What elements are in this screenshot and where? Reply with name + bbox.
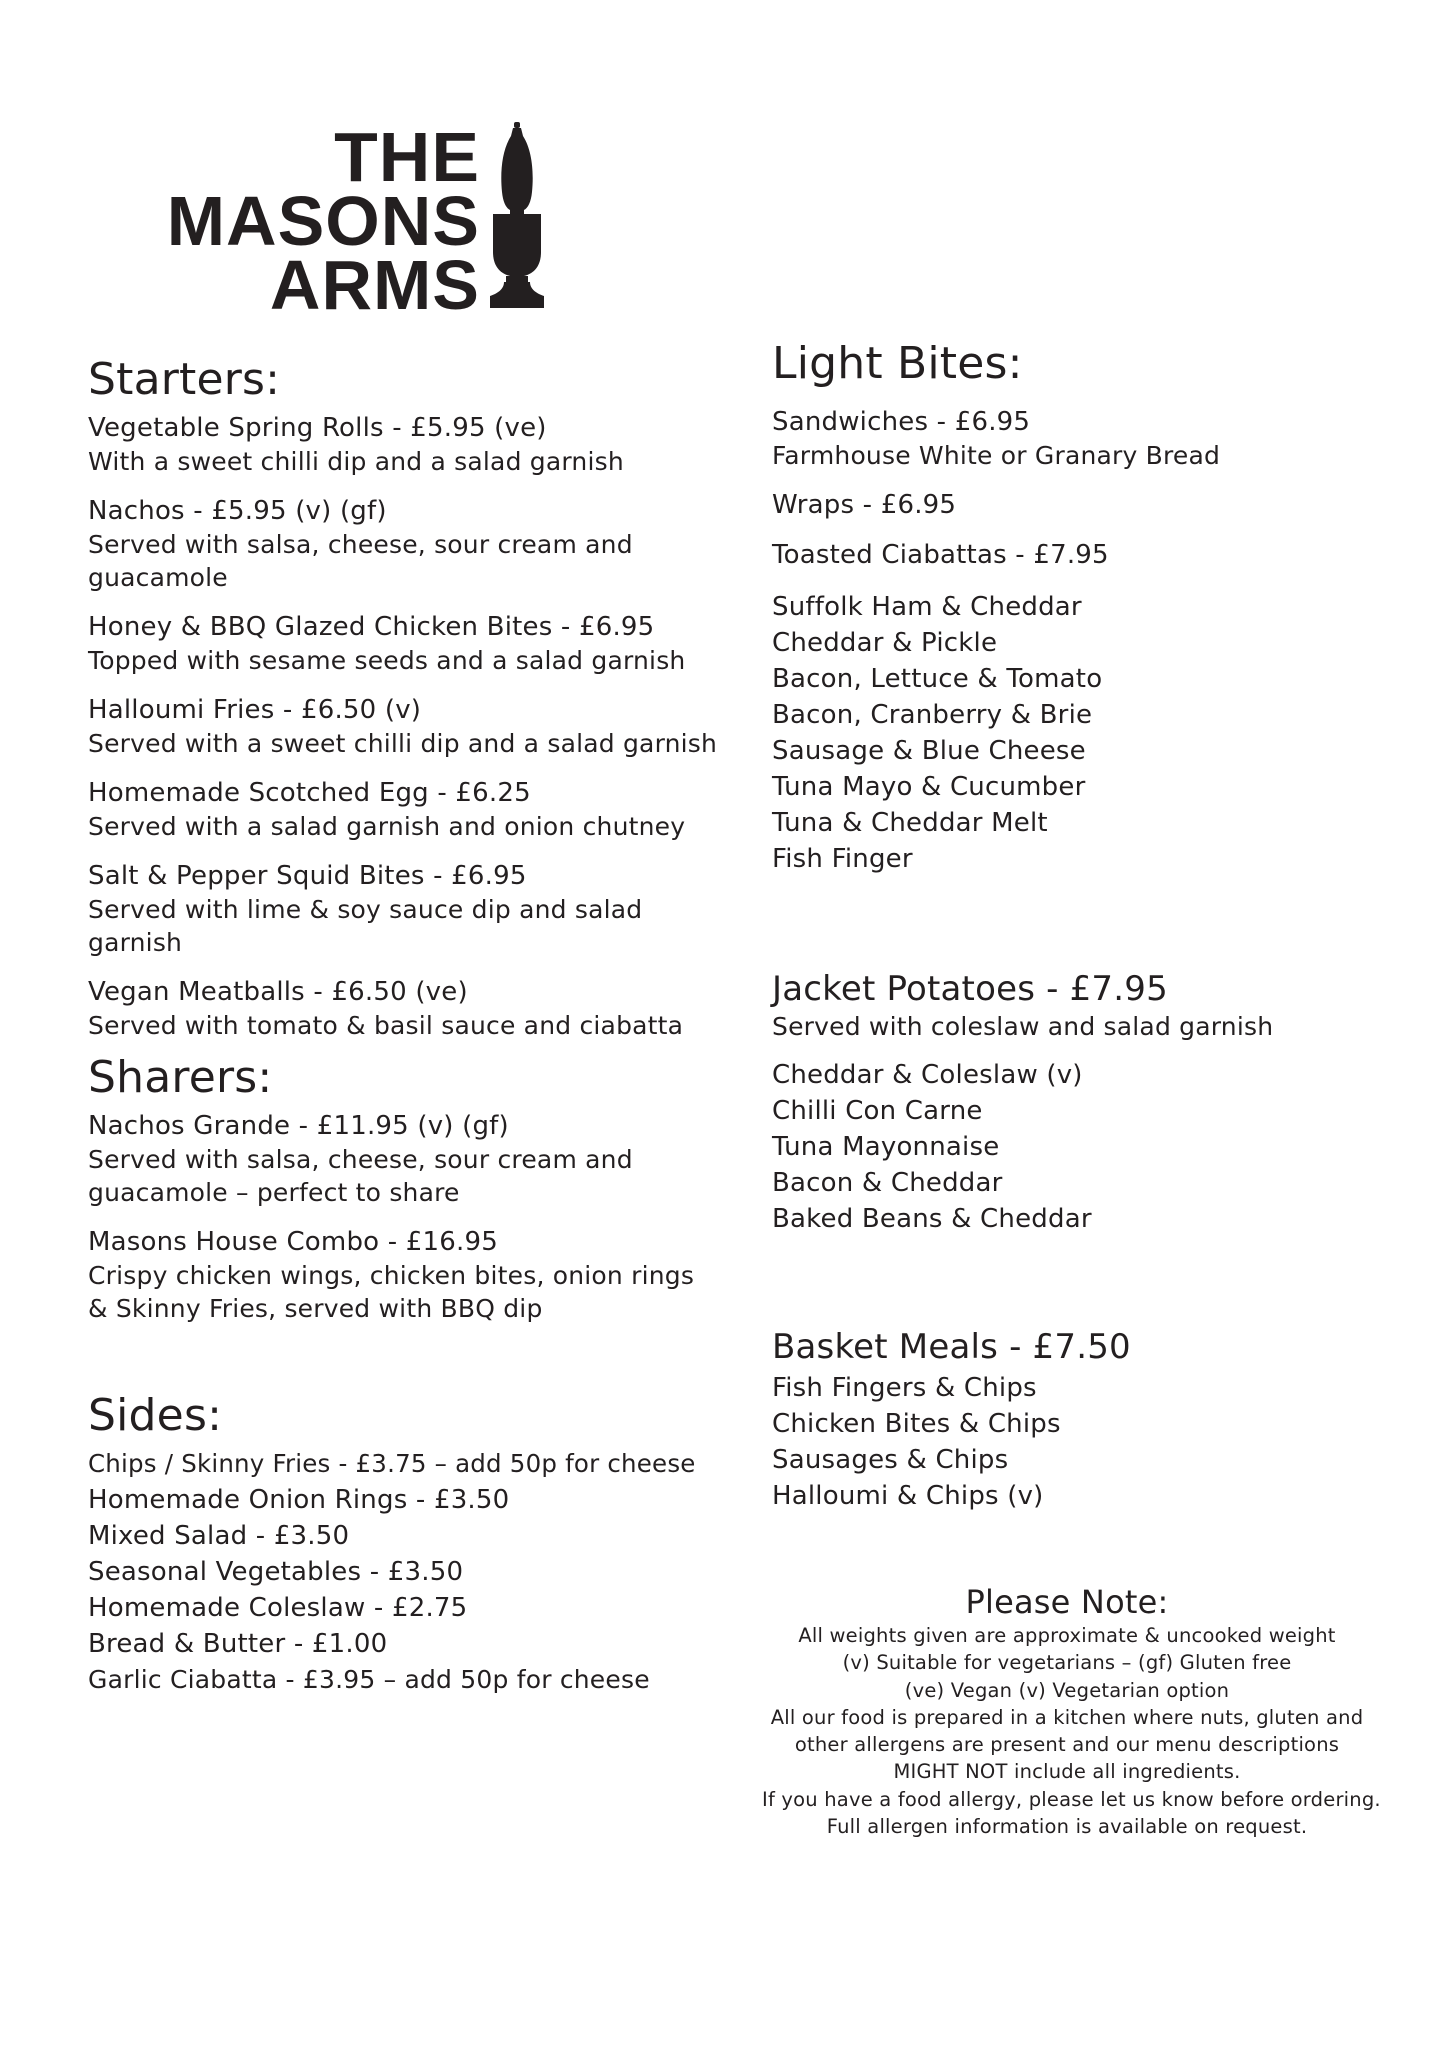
menu-item-title: Masons House Combo - £16.95 (88, 1227, 498, 1257)
menu-item-title: Sandwiches - £6.95 (772, 407, 1031, 437)
filling-item: Sausage & Blue Cheese (772, 736, 1086, 766)
menu-item-description: Served with salsa, cheese, sour cream and guacamole – perfect to share (88, 1145, 633, 1207)
section-heading-sides: Sides: (88, 1390, 223, 1441)
side-item: Chips / Skinny Fries - £3.75 – add 50p for cheese (88, 1449, 696, 1478)
menu-item-description: Crispy chicken wings, chicken bites, onion rings & Skinny Fries, served with BBQ dip (88, 1261, 695, 1323)
menu-item (88, 860, 728, 959)
jacket-potato-item: Baked Beans & Cheddar (772, 1204, 1092, 1234)
menu-item-title: Nachos Grande - £11.95 (v) (gf) (88, 1111, 509, 1141)
light-bites-section (772, 336, 1392, 877)
basket-meals-section (772, 1326, 1392, 1514)
menu-item-description: Served with a salad garnish and onion chutney (88, 812, 686, 841)
jacket-potato-list (772, 1057, 1392, 1237)
side-item: Homemade Coleslaw - £2.75 (88, 1593, 468, 1623)
menu-item (88, 976, 728, 1042)
section-description: Served with coleslaw and salad garnish (772, 1012, 1274, 1041)
menu-item-description: Served with salsa, cheese, sour cream and guacamole (88, 530, 633, 592)
section-heading-light-bites: Light Bites: (772, 338, 1023, 389)
menu-item-title: Vegan Meatballs - £6.50 (ve) (88, 977, 468, 1007)
sides-list (88, 1446, 748, 1698)
side-item: Mixed Salad - £3.50 (88, 1521, 350, 1551)
filling-item: Tuna & Cheddar Melt (772, 808, 1048, 838)
menu-item-title: Toasted Ciabattas - £7.95 (772, 540, 1109, 570)
allergen-note (762, 1582, 1381, 1840)
filling-item: Cheddar & Pickle (772, 628, 998, 658)
note-line: (v) Suitable for vegetarians – (gf) Gluten free (842, 1651, 1292, 1675)
starters-section (88, 352, 728, 1042)
jacket-potato-item: Tuna Mayonnaise (772, 1132, 1000, 1162)
menu-item-description: Served with a sweet chilli dip and a salad garnish (88, 729, 718, 758)
menu-item-description: Topped with sesame seeds and a salad garnish (88, 646, 686, 675)
note-line: MIGHT NOT include all ingredients. (893, 1760, 1241, 1784)
side-item: Homemade Onion Rings - £3.50 (88, 1485, 510, 1515)
filling-item: Bacon, Cranberry & Brie (772, 700, 1093, 730)
menu-item-wraps (772, 489, 1392, 522)
basket-meal-item: Fish Fingers & Chips (772, 1373, 1037, 1403)
note-line: (ve) Vegan (v) Vegetarian option (904, 1678, 1230, 1702)
menu-item-description: With a sweet chilli dip and a salad garnish (88, 447, 624, 476)
menu-item-description: Farmhouse White or Granary Bread (772, 441, 1221, 470)
note-line: other allergens are present and our menu descriptions (794, 1733, 1340, 1757)
jacket-potato-item: Bacon & Cheddar (772, 1168, 1003, 1198)
side-item: Seasonal Vegetables - £3.50 (88, 1557, 464, 1587)
filling-item: Tuna Mayo & Cucumber (772, 772, 1086, 802)
menu-item (88, 611, 728, 677)
note-line: All our food is prepared in a kitchen where nuts, gluten and (770, 1705, 1364, 1729)
beer-pump-icon (488, 122, 546, 308)
note-heading: Please Note: (965, 1583, 1169, 1621)
menu-item-ciabattas (772, 539, 1392, 572)
menu-item-title: Homemade Scotched Egg - £6.25 (88, 778, 531, 808)
section-heading-jacket-potatoes: Jacket Potatoes - £7.95 (772, 969, 1168, 1009)
note-line: If you have a food allergy, please let us know before ordering. (762, 1787, 1381, 1811)
sides-section (88, 1388, 748, 1698)
section-heading-sharers: Sharers: (88, 1052, 273, 1103)
logo (130, 118, 550, 324)
basket-meals-list (772, 1370, 1392, 1514)
logo-text-the: THE (334, 118, 480, 196)
menu-item-title: Halloumi Fries - £6.50 (v) (88, 695, 422, 725)
side-item: Bread & Butter - £1.00 (88, 1629, 388, 1659)
menu-item-description: Served with tomato & basil sauce and ciabatta (88, 1011, 684, 1040)
menu-item (88, 412, 728, 478)
jacket-potato-item: Chilli Con Carne (772, 1096, 983, 1126)
menu-item-title: Vegetable Spring Rolls - £5.95 (ve) (88, 413, 547, 443)
filling-item: Fish Finger (772, 844, 913, 874)
left-column (88, 352, 728, 1059)
section-heading-starters: Starters: (88, 354, 281, 405)
side-item: Garlic Ciabatta - £3.95 – add 50p for cheese (88, 1665, 650, 1694)
filling-item: Suffolk Ham & Cheddar (772, 592, 1082, 622)
menu-item-sandwiches (772, 406, 1392, 472)
sharers-section (88, 1050, 728, 1342)
logo-text-masons: MASONS (166, 182, 480, 260)
menu-item-title: Nachos - £5.95 (v) (gf) (88, 496, 387, 526)
menu-item-title: Wraps - £6.95 (772, 490, 957, 520)
logo-text-arms: ARMS (269, 246, 480, 324)
menu-item (88, 694, 728, 760)
menu-item-title: Salt & Pepper Squid Bites - £6.95 (88, 861, 527, 891)
section-heading-basket-meals: Basket Meals - £7.50 (772, 1327, 1131, 1367)
menu-item (88, 1226, 728, 1325)
note-line: All weights given are approximate & uncooked weight (798, 1624, 1336, 1647)
filling-list (772, 589, 1392, 877)
menu-item (88, 495, 728, 594)
note-line: Full allergen information is available on request. (826, 1815, 1308, 1839)
jacket-potatoes-section (772, 968, 1392, 1237)
basket-meal-item: Halloumi & Chips (v) (772, 1481, 1044, 1511)
menu-item (88, 777, 728, 843)
filling-item: Bacon, Lettuce & Tomato (772, 664, 1103, 694)
menu-item-title: Honey & BBQ Glazed Chicken Bites - £6.95 (88, 612, 655, 642)
basket-meal-item: Chicken Bites & Chips (772, 1409, 1061, 1439)
jacket-potato-item: Cheddar & Coleslaw (v) (772, 1060, 1083, 1090)
menu-item (88, 1110, 728, 1209)
basket-meal-item: Sausages & Chips (772, 1445, 1009, 1475)
menu-item-description: Served with lime & soy sauce dip and salad garnish (88, 895, 643, 957)
